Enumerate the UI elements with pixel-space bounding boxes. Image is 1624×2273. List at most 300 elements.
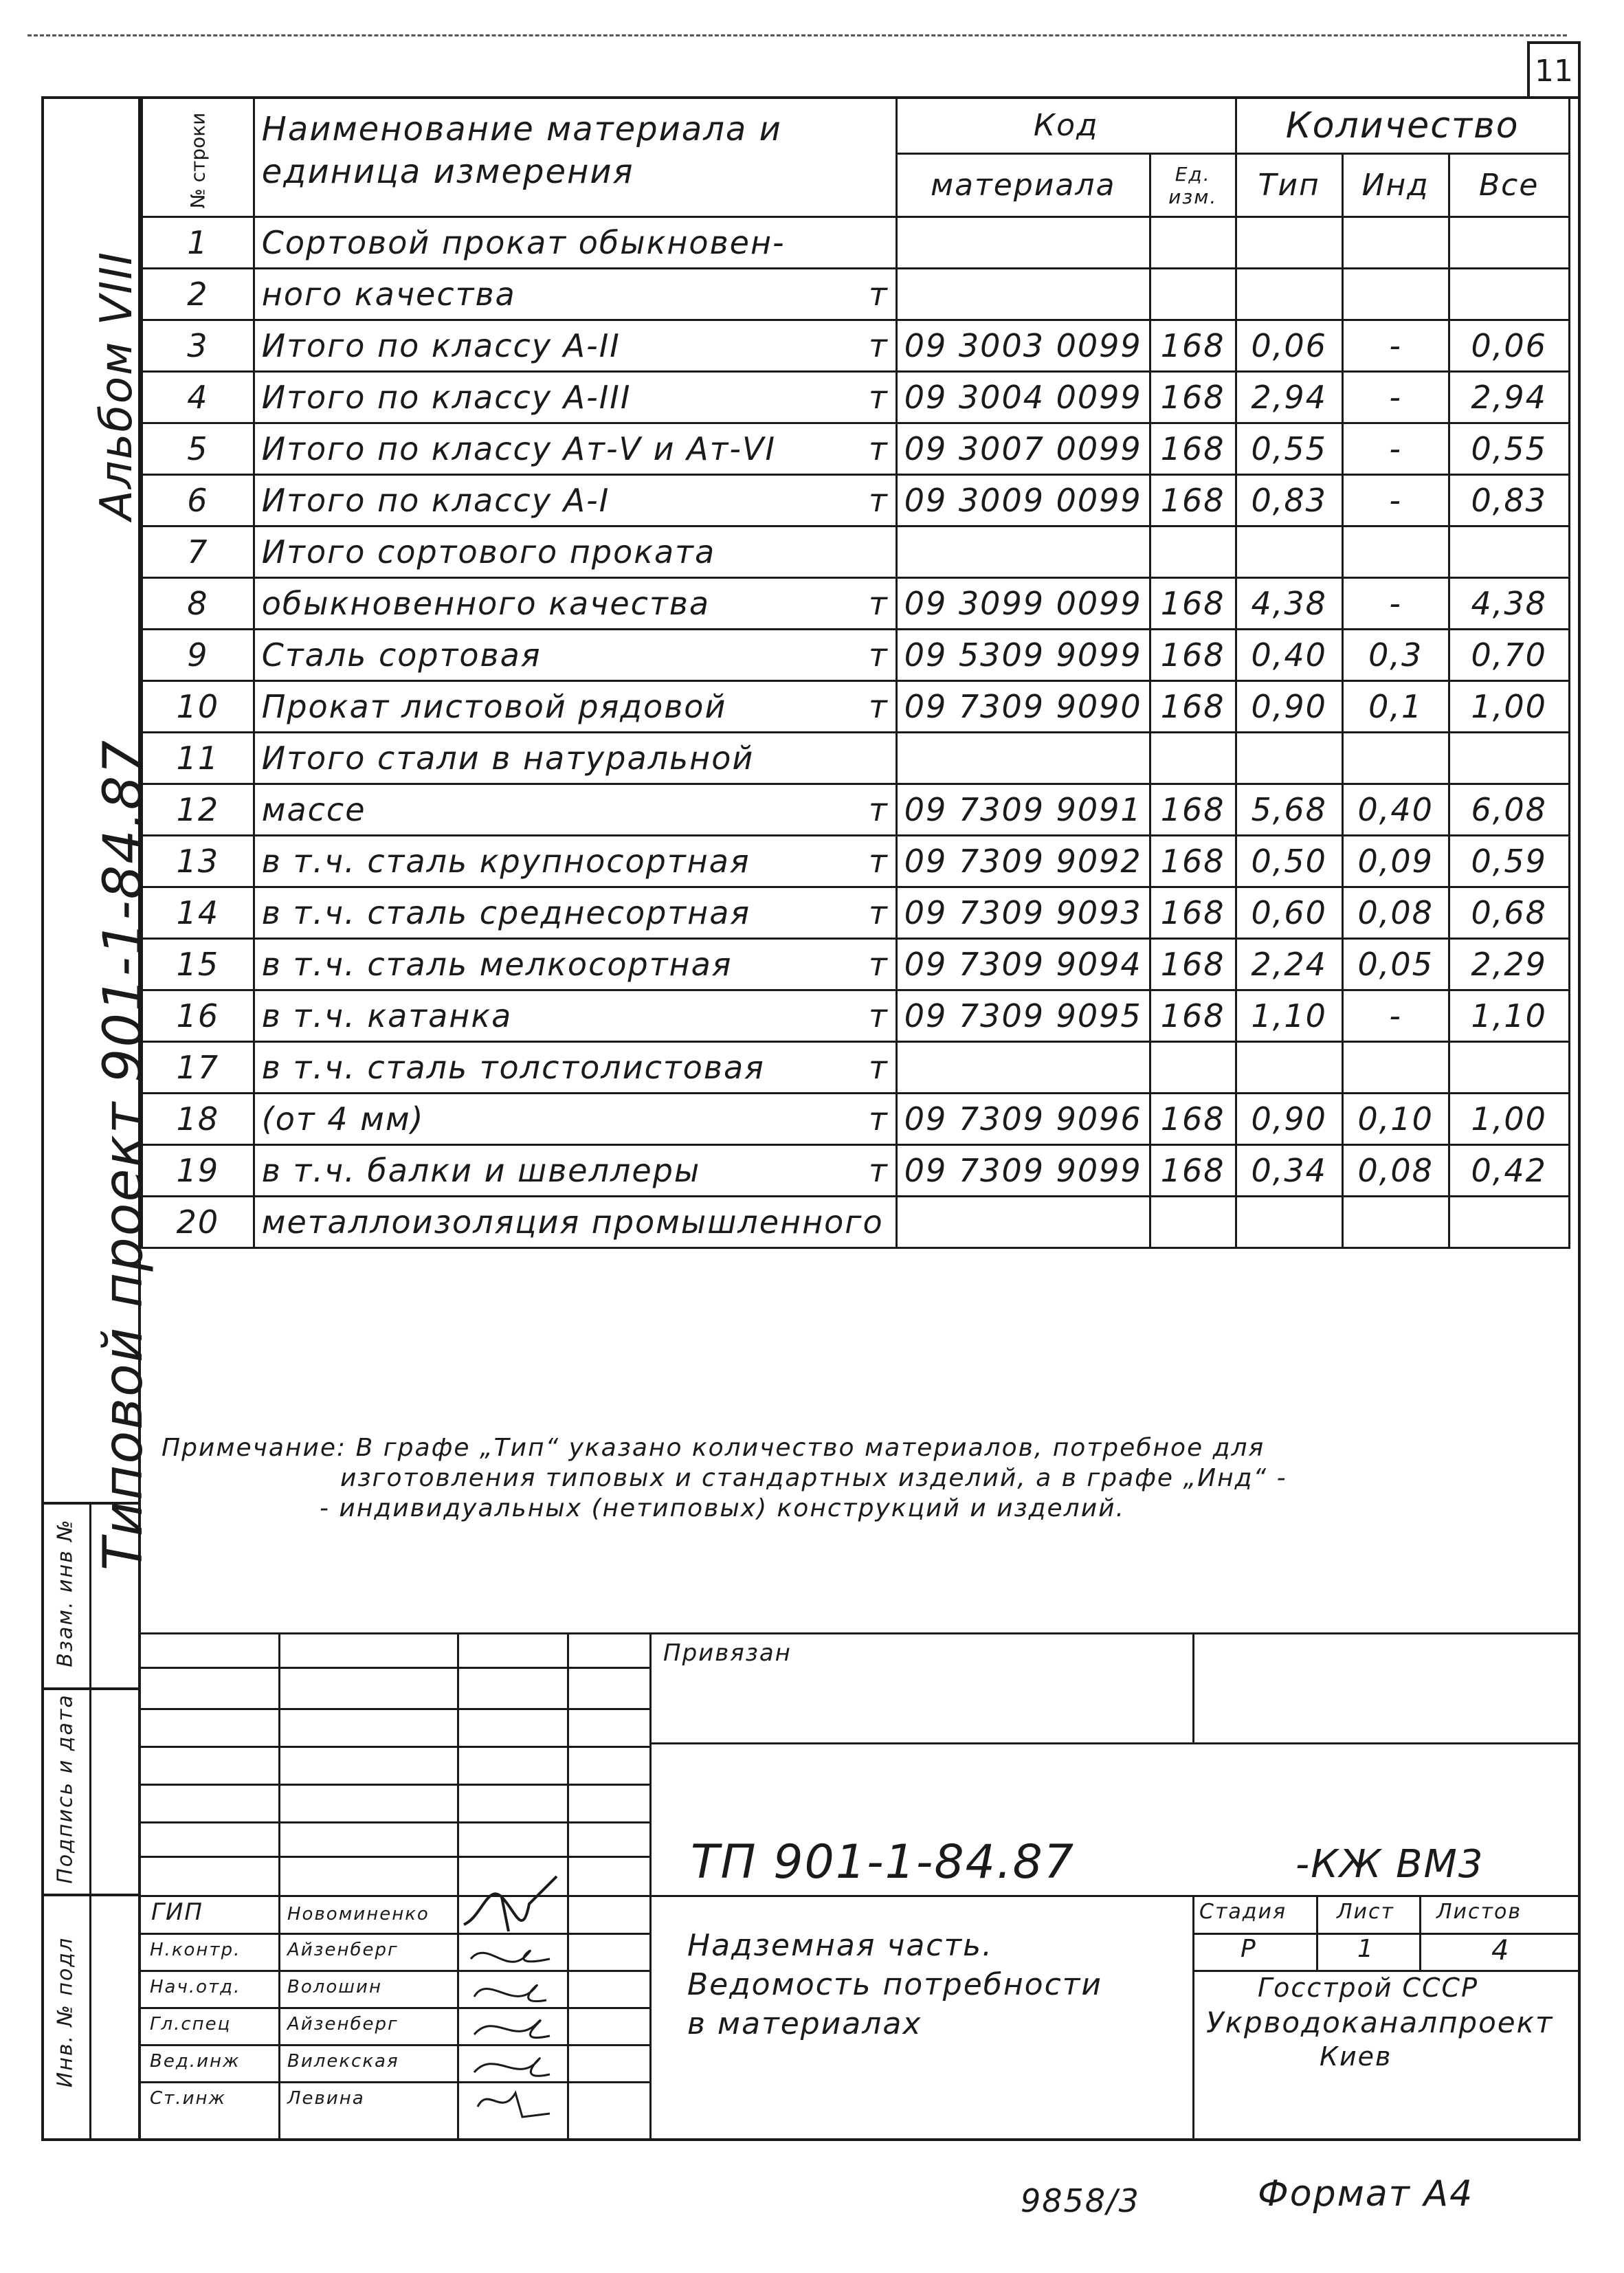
row-number-text: 13 [176,843,220,880]
row-number [142,887,254,939]
stamp-line [141,1933,649,1935]
name-dept-head: Волошин [287,1977,382,1997]
row-name [254,784,896,836]
row-qty-total-text: 0,83 [1471,482,1547,519]
row-number [142,320,254,372]
row-qty-ind [1342,681,1449,733]
row-unit: т [868,688,889,725]
row-unit-code-text: 168 [1160,430,1225,467]
row-code [896,320,1150,372]
row-unit-code [1150,217,1236,269]
row-unit-code [1150,990,1236,1042]
row-name [254,1197,896,1248]
row-qty-total [1449,578,1569,630]
row-name-text: в т.ч. сталь толстолистовая [261,1049,765,1086]
row-qty-ind [1342,320,1449,372]
row-qty-ind [1342,836,1449,887]
row-number [142,475,254,526]
row-code-text: 09 7309 9091 [904,791,1142,828]
row-name [254,1042,896,1094]
row-code-text: 09 3004 0099 [904,379,1142,416]
row-number [142,939,254,990]
signatures-graphic [460,1856,564,2141]
row-unit-code-text: 168 [1160,1152,1225,1189]
row-unit: т [868,1100,889,1138]
row-qty-total-text: 1,00 [1471,688,1547,725]
row-qty-typ-text: 2,94 [1251,379,1327,416]
row-qty-ind-text: 0,10 [1357,1100,1434,1138]
row-qty-ind [1342,887,1449,939]
top-edge-line [27,34,1567,36]
row-unit: т [868,636,889,674]
role-senior-eng: Ст.инж [150,2088,226,2109]
project-label: Типовой проект 901-1-84.87 [93,739,155,1571]
header-code-group: Код [896,98,1236,154]
row-qty-total-text: 2,29 [1471,946,1547,983]
table-row [142,526,1570,578]
sheet-value: 1 [1357,1935,1375,1963]
row-qty-ind-text: 0,1 [1368,688,1423,725]
row-qty-ind-text: 0,08 [1357,894,1434,931]
row-unit-code [1150,836,1236,887]
row-name-text: металлоизоляция промышленного [261,1204,884,1241]
row-name-text: Сортовой прокат обыкновен- [261,224,786,261]
row-unit: т [868,997,889,1034]
row-qty-total-text: 4,38 [1471,585,1547,622]
table-row [142,990,1570,1042]
row-name-text: Итого сортового проката [261,533,716,570]
row-qty-typ [1236,1094,1342,1145]
row-unit-code [1150,1197,1236,1248]
row-number [142,990,254,1042]
org-line-2: Укрводоканалпроект [1206,2006,1554,2039]
row-name [254,423,896,475]
row-unit-code [1150,1094,1236,1145]
row-qty-typ [1236,423,1342,475]
row-qty-ind [1342,630,1449,681]
row-code [896,1145,1150,1197]
row-qty-typ [1236,578,1342,630]
row-qty-typ [1236,372,1342,423]
row-qty-ind [1342,475,1449,526]
row-code [896,990,1150,1042]
row-code [896,630,1150,681]
sheet-number: 11 [1527,41,1581,99]
row-number [142,578,254,630]
note-line-1: Примечание: В графе „Тип“ указано количество материалов, потребное для [162,1434,1265,1462]
row-qty-total [1449,475,1569,526]
name-senior-eng: Левина [287,2088,365,2109]
row-qty-typ-text: 0,90 [1251,1100,1327,1138]
row-code [896,217,1150,269]
table-row [142,1094,1570,1145]
row-number-text: 3 [187,327,209,364]
row-unit: т [868,1049,889,1086]
row-number [142,1145,254,1197]
row-unit: т [868,482,889,519]
header-qty-group: Количество [1236,98,1569,154]
row-unit-code [1150,372,1236,423]
row-code-text: 09 7309 9093 [904,894,1142,931]
strip-label-signature: Подпись и дата [53,1694,78,1884]
row-qty-typ [1236,836,1342,887]
row-number [142,269,254,320]
stamp-line [141,1970,649,1972]
row-code [896,836,1150,887]
row-name [254,1094,896,1145]
row-qty-total [1449,1042,1569,1094]
note-line-2: изготовления типовых и стандартных изделий, а в графе „Инд“ - [340,1464,1287,1492]
sheet-title-line-3: в материалах [687,2006,922,2041]
table-row [142,733,1570,784]
row-qty-typ [1236,320,1342,372]
row-unit-code [1150,784,1236,836]
row-qty-total [1449,733,1569,784]
row-number-text: 12 [176,791,220,828]
sheets-label: Листов [1436,1900,1522,1924]
stamp-line [141,1708,649,1710]
table-row [142,630,1570,681]
role-chief-spec: Гл.спец [150,2014,232,2034]
row-qty-typ [1236,269,1342,320]
row-code-text: 09 7309 9090 [904,688,1142,725]
row-code-text: 09 3099 0099 [904,585,1142,622]
left-margin-strip [41,96,155,2141]
row-qty-ind [1342,269,1449,320]
row-qty-ind-text: - [1389,482,1402,519]
row-qty-ind-text: 0,05 [1357,946,1434,983]
stamp-line [141,2081,649,2083]
row-code [896,1197,1150,1248]
row-unit: т [868,327,889,364]
document-suffix: -КЖ ВМ3 [1295,1842,1484,1887]
row-code-text: 09 5309 9099 [904,636,1142,674]
row-qty-ind [1342,1042,1449,1094]
row-qty-total [1449,423,1569,475]
row-qty-ind-text: 0,40 [1357,791,1434,828]
row-qty-typ [1236,475,1342,526]
row-qty-total [1449,630,1569,681]
sheet-title-line-2: Ведомость потребности [687,1967,1103,2002]
role-lead-eng: Вед.инж [150,2051,241,2072]
row-qty-typ [1236,784,1342,836]
row-unit: т [868,843,889,880]
row-name [254,939,896,990]
row-qty-ind [1342,990,1449,1042]
row-code [896,939,1150,990]
stage-label: Стадия [1199,1900,1287,1924]
note-block [162,1433,1522,1524]
row-unit-code [1150,1145,1236,1197]
row-number-text: 16 [176,997,220,1034]
row-name [254,526,896,578]
row-name-text: ного качества [261,276,516,313]
row-code [896,887,1150,939]
row-name-text: Итого по классу А-I [261,482,610,519]
row-qty-ind [1342,1197,1449,1248]
table-row [142,887,1570,939]
row-number-text: 11 [176,740,220,777]
stamp-line [567,1632,569,2141]
row-qty-ind [1342,578,1449,630]
table-row [142,372,1570,423]
row-qty-total [1449,836,1569,887]
row-qty-ind [1342,526,1449,578]
table-row [142,423,1570,475]
row-qty-typ [1236,217,1342,269]
row-qty-typ-text: 4,38 [1251,585,1327,622]
row-qty-total [1449,1145,1569,1197]
document-code: ТП 901-1-84.87 [691,1835,1076,1889]
row-qty-typ-text: 0,40 [1251,636,1327,674]
row-unit-code [1150,475,1236,526]
row-qty-typ-text: 2,24 [1251,946,1327,983]
row-name-text: в т.ч. катанка [261,997,513,1034]
row-qty-typ-text: 0,34 [1251,1152,1327,1189]
stamp-line [649,1742,1581,1744]
row-name [254,578,896,630]
row-unit-code [1150,733,1236,784]
row-qty-total [1449,939,1569,990]
row-unit: т [868,946,889,983]
header-code-unit: Ед. изм. [1150,154,1236,217]
row-unit-code [1150,269,1236,320]
row-name-text: в т.ч. сталь среднесортная [261,894,751,931]
row-code [896,269,1150,320]
row-unit-code [1150,320,1236,372]
row-number [142,526,254,578]
row-qty-typ [1236,526,1342,578]
row-qty-total-text: 1,00 [1471,1100,1547,1138]
row-qty-ind-text: 0,08 [1357,1152,1434,1189]
table-row [142,1042,1570,1094]
row-unit-code [1150,939,1236,990]
row-qty-ind-text: 0,09 [1357,843,1434,880]
row-qty-typ-text: 5,68 [1251,791,1327,828]
row-qty-ind [1342,1145,1449,1197]
row-name-text: Итого стали в натуральной [261,740,755,777]
row-number-text: 19 [176,1152,220,1189]
header-code-material: материала [896,154,1150,217]
role-gip: ГИП [151,1898,203,1926]
row-number-text: 8 [187,585,209,622]
row-name-text: Прокат листовой рядовой [261,688,727,725]
row-number-text: 15 [176,946,220,983]
row-number [142,733,254,784]
row-qty-ind [1342,372,1449,423]
row-number [142,423,254,475]
row-qty-total-text: 0,55 [1471,430,1547,467]
row-code [896,1094,1150,1145]
row-name [254,733,896,784]
row-qty-total-text: 6,08 [1471,791,1547,828]
privyazan-label: Привязан [663,1639,792,1667]
row-name-text: в т.ч. сталь крупносортная [261,843,750,880]
table-row [142,1145,1570,1197]
row-qty-ind [1342,733,1449,784]
row-qty-typ [1236,887,1342,939]
stamp-line [649,1632,652,2141]
name-lead-eng: Вилекская [287,2051,399,2072]
row-unit-code-text: 168 [1160,688,1225,725]
note-line-3: - индивидуальных (нетиповых) конструкций и изделий. [320,1494,1125,1522]
row-qty-typ [1236,630,1342,681]
row-number-text: 18 [176,1100,220,1138]
row-name [254,269,896,320]
role-norm-control: Н.контр. [150,1940,241,1960]
header-num: № строки [142,98,254,217]
row-unit-code-text: 168 [1160,482,1225,519]
album-label: Альбом VIII [91,250,142,520]
row-number-text: 6 [187,482,209,519]
row-code [896,372,1150,423]
row-number [142,784,254,836]
row-code-text: 09 3007 0099 [904,430,1142,467]
row-code [896,423,1150,475]
table-body [142,217,1570,1248]
row-qty-typ-text: 0,90 [1251,688,1327,725]
row-unit: т [868,276,889,313]
row-name [254,217,896,269]
table-row [142,939,1570,990]
row-qty-total-text: 0,42 [1471,1152,1547,1189]
row-name [254,1145,896,1197]
row-unit-code [1150,1042,1236,1094]
stage-value: Р [1241,1935,1257,1963]
row-qty-typ [1236,733,1342,784]
row-name [254,630,896,681]
row-name-text: Итого по классу А-II [261,327,621,364]
row-qty-ind [1342,1094,1449,1145]
row-unit: т [868,430,889,467]
row-code-text: 09 3009 0099 [904,482,1142,519]
stamp-line [141,1895,1581,1897]
name-chief-spec: Айзенберг [287,2014,399,2034]
row-qty-typ-text: 0,83 [1251,482,1327,519]
row-qty-total [1449,320,1569,372]
strip-label-inventory: Инв. № подл [53,1936,78,2088]
row-qty-total [1449,269,1569,320]
row-qty-total [1449,681,1569,733]
row-qty-typ [1236,990,1342,1042]
row-name-text: Итого по классу А-III [261,379,632,416]
row-name-text: Итого по классу Ат-V и Ат-VI [261,430,777,467]
row-number-text: 4 [187,379,209,416]
row-qty-ind [1342,784,1449,836]
row-qty-total [1449,1197,1569,1248]
row-qty-typ [1236,939,1342,990]
row-qty-typ-text: 1,10 [1251,997,1327,1034]
row-name [254,475,896,526]
row-number-text: 20 [176,1204,220,1241]
row-qty-total-text: 1,10 [1471,997,1547,1034]
row-unit-code-text: 168 [1160,585,1225,622]
row-unit-code [1150,526,1236,578]
row-qty-ind-text: 0,3 [1368,636,1423,674]
row-number [142,1197,254,1248]
row-code [896,1042,1150,1094]
row-number-text: 9 [187,636,209,674]
row-qty-ind-text: - [1389,379,1402,416]
row-number [142,836,254,887]
row-number [142,681,254,733]
row-qty-typ-text: 0,55 [1251,430,1327,467]
row-number [142,1094,254,1145]
strip-label-replace: Взам. инв № [53,1518,78,1667]
row-qty-ind-text: - [1389,997,1402,1034]
row-code-text: 09 7309 9094 [904,946,1142,983]
row-number [142,630,254,681]
row-qty-typ [1236,1145,1342,1197]
stamp-line [1192,1895,1194,2141]
row-code-text: 09 7309 9095 [904,997,1142,1034]
stamp-line [141,1632,1581,1634]
header-name: Наименование материала и единица измерения [254,98,896,217]
row-unit-code [1150,423,1236,475]
row-qty-ind-text: - [1389,585,1402,622]
row-name-text: Сталь сортовая [261,636,542,674]
row-unit-code [1150,578,1236,630]
row-code [896,784,1150,836]
row-name-text: массе [261,791,366,828]
row-code-text: 09 7309 9096 [904,1100,1142,1138]
table-row [142,578,1570,630]
row-unit-code [1150,630,1236,681]
row-qty-typ [1236,1042,1342,1094]
table-row [142,836,1570,887]
row-qty-total [1449,526,1569,578]
stamp-line [141,1856,649,1858]
row-code [896,733,1150,784]
stamp-line [141,2007,649,2009]
table-header-row [142,98,1570,154]
table-row [142,784,1570,836]
row-code-text: 09 7309 9099 [904,1152,1142,1189]
stamp-line [278,1632,280,2141]
stamp-line [141,1746,649,1748]
stamp-line [457,1632,459,2141]
row-name-text: в т.ч. сталь мелкосортная [261,946,733,983]
row-name [254,320,896,372]
stamp-line [1419,1895,1421,1970]
stamp-line [141,1784,649,1786]
material-spec-table [141,96,1570,1249]
row-number-text: 10 [176,688,220,725]
sheet-title-line-1: Надземная часть. [687,1928,994,1963]
role-dept-head: Нач.отд. [150,1977,241,1997]
strip-inner-line [89,1502,91,2141]
row-number-text: 5 [187,430,209,467]
row-unit-code-text: 168 [1160,327,1225,364]
row-unit-code-text: 168 [1160,791,1225,828]
row-unit: т [868,894,889,931]
table-row [142,269,1570,320]
row-unit-code-text: 168 [1160,997,1225,1034]
row-number [142,372,254,423]
row-unit: т [868,791,889,828]
stamp-line [141,2044,649,2046]
sheets-value: 4 [1491,1935,1511,1966]
row-name [254,887,896,939]
table-row [142,681,1570,733]
row-name-text: (от 4 мм) [261,1100,425,1138]
row-qty-ind-text: - [1389,327,1402,364]
name-gip: Новоминенко [287,1904,430,1925]
row-name [254,990,896,1042]
format-label: Формат А4 [1258,2173,1474,2215]
table-row [142,217,1570,269]
row-number-text: 1 [187,224,209,261]
